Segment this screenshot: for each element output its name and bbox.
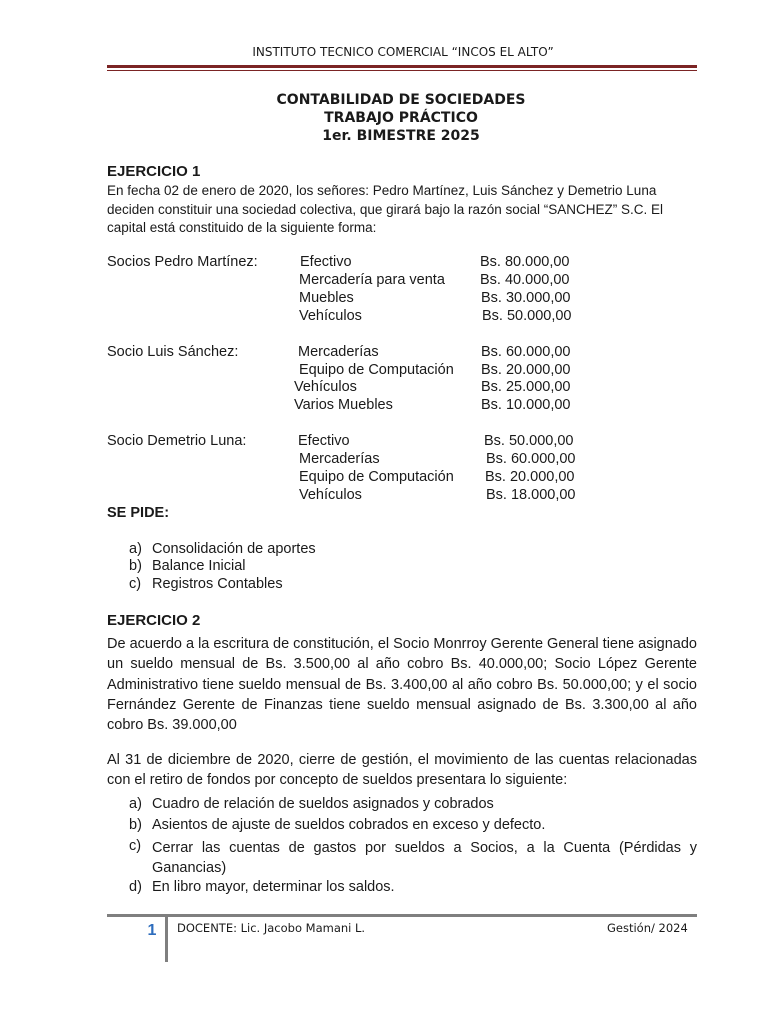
list-marker: c) xyxy=(129,576,142,592)
list-marker: a) xyxy=(129,541,142,557)
footer-teacher: DOCENTE: Lic. Jacobo Mamani L. xyxy=(177,921,366,935)
list-marker: b) xyxy=(129,817,142,833)
header-institute: INSTITUTO TECNICO COMERCIAL “INCOS EL ALTO” xyxy=(252,45,554,59)
contribution-concept: Equipo de Computación xyxy=(299,362,454,378)
contribution-amount: Bs. 60.000,00 xyxy=(486,451,576,467)
doc-title: CONTABILIDAD DE SOCIEDADES xyxy=(276,92,526,108)
contribution-concept: Vehículos xyxy=(299,487,362,503)
contribution-amount: Bs. 20.000,00 xyxy=(481,362,571,378)
list-marker: c) xyxy=(129,838,142,854)
ejercicio-1-heading: EJERCICIO 1 xyxy=(107,163,201,180)
page-number: 1 xyxy=(147,922,157,939)
footer-gestion: Gestión/ 2024 xyxy=(607,921,688,935)
footer-divider xyxy=(165,917,168,962)
contribution-concept: Mercaderías xyxy=(299,451,380,467)
contribution-amount: Bs. 18.000,00 xyxy=(486,487,576,503)
contribution-amount: Bs. 60.000,00 xyxy=(481,344,571,360)
contribution-amount: Bs. 80.000,00 xyxy=(480,254,570,270)
contribution-concept: Varios Muebles xyxy=(294,397,393,413)
se-pide-heading: SE PIDE: xyxy=(107,505,170,521)
contribution-amount: Bs. 10.000,00 xyxy=(481,397,571,413)
contribution-amount: Bs. 25.000,00 xyxy=(481,379,571,395)
list-marker: b) xyxy=(129,558,142,574)
list-item: Cerrar las cuentas de gastos por sueldos a Socios, a la Cuenta (Pérdidas y Ganancias) xyxy=(152,840,697,876)
contribution-concept: Mercaderías xyxy=(298,344,379,360)
ejercicio-1-intro: En fecha 02 de enero de 2020, los señores: Pedro Martínez, Luis Sánchez y Demetrio Luna deciden constituir una sociedad colectiva, que girará bajo la razón social “SANCHEZ” S.C. El capital está constituido de la siguiente forma: xyxy=(107,183,664,235)
header-rule-thin xyxy=(107,70,697,71)
contribution-concept: Vehículos xyxy=(299,308,362,324)
contribution-concept: Muebles xyxy=(299,290,354,306)
contribution-concept: Equipo de Computación xyxy=(299,469,454,485)
doc-subtitle: TRABAJO PRÁCTICO xyxy=(324,110,478,126)
doc-period: 1er. BIMESTRE 2025 xyxy=(322,128,480,144)
list-item: Cuadro de relación de sueldos asignados y cobrados xyxy=(152,796,494,812)
contribution-amount: Bs. 40.000,00 xyxy=(480,272,570,288)
contribution-concept: Vehículos xyxy=(294,379,357,395)
contribution-concept: Efectivo xyxy=(298,433,350,449)
list-item: Asientos de ajuste de sueldos cobrados en exceso y defecto. xyxy=(152,817,546,833)
contribution-concept: Mercadería para venta xyxy=(299,272,445,288)
contribution-amount: Bs. 30.000,00 xyxy=(481,290,571,306)
ejercicio-2-heading: EJERCICIO 2 xyxy=(107,612,201,629)
partner-name: Socio Luis Sánchez: xyxy=(107,344,239,360)
contribution-amount: Bs. 50.000,00 xyxy=(482,308,572,324)
partner-name: Socios Pedro Martínez: xyxy=(107,254,258,270)
footer-rule xyxy=(107,914,697,917)
ejercicio-2-paragraph: De acuerdo a la escritura de constitución, el Socio Monrroy Gerente General tiene asignado un sueldo mensual de Bs. 3.500,00 al año cobro Bs. 40.000,00; Socio López Gerente Administrativo tiene sueldo mensual de Bs. 3.400,00 al año cobro Bs. 50.000,00; y el socio Fernández Gerente de Finanzas tiene sueldo mensual asignado de Bs. 3.300,00 al año cobro Bs. 39.000,00 xyxy=(107,636,697,734)
contribution-concept: Efectivo xyxy=(300,254,352,270)
partner-name: Socio Demetrio Luna: xyxy=(107,433,247,449)
contribution-amount: Bs. 20.000,00 xyxy=(485,469,575,485)
list-marker: a) xyxy=(129,796,142,812)
list-item: Balance Inicial xyxy=(152,558,246,574)
header-rule xyxy=(107,65,697,68)
ejercicio-2-paragraph: Al 31 de diciembre de 2020, cierre de gestión, el movimiento de las cuentas relacionadas con el retiro de fondos por concepto de sueldos presentara lo siguiente: xyxy=(107,752,697,789)
list-item: Registros Contables xyxy=(152,576,283,592)
list-marker: d) xyxy=(129,879,142,895)
list-item: Consolidación de aportes xyxy=(152,541,316,557)
contribution-amount: Bs. 50.000,00 xyxy=(484,433,574,449)
list-item: En libro mayor, determinar los saldos. xyxy=(152,879,395,895)
